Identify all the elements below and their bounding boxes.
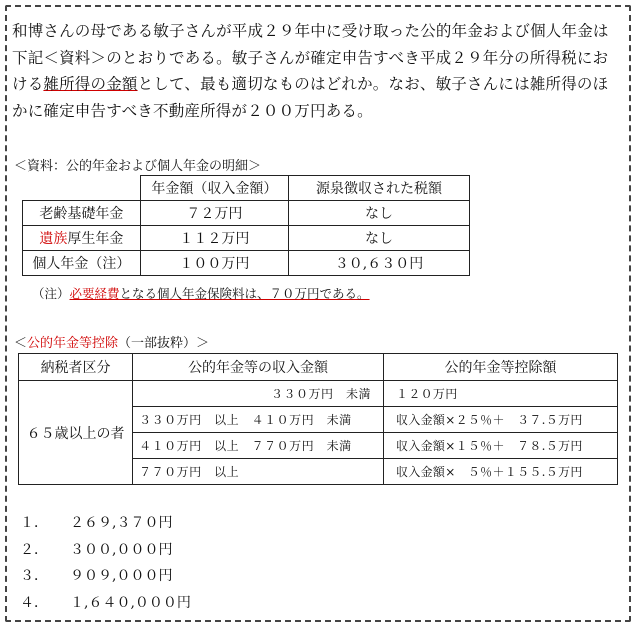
- choice-value: ３００,０００円: [70, 541, 173, 558]
- table-row: [19, 381, 618, 407]
- category-65-plus: ６５歳以上の者: [19, 381, 133, 485]
- table-header-row: [23, 176, 470, 201]
- income-range: ３３０万円 以上 ４１０万円 未満: [133, 407, 384, 433]
- deduction-caption-open: ＜: [14, 336, 28, 351]
- misc-income-term: 雑所得: [529, 75, 577, 93]
- row-tax: ３０,６３０円: [289, 251, 470, 276]
- row-tax: なし: [289, 226, 470, 251]
- table-note: [32, 284, 370, 302]
- deduction-caption-rest: （一部抜粋）＞: [118, 336, 210, 351]
- question-line-4: かに確定申告すべき不動産所得が２００万円ある。: [12, 101, 373, 120]
- income-range: ３３０万円 未満: [133, 381, 384, 407]
- header-amount: 年金額（収入金額）: [140, 176, 288, 201]
- choice-3[interactable]: [20, 563, 191, 590]
- header-taxpayer-category: 納税者区分: [19, 354, 133, 381]
- row-amount: １００万円: [140, 251, 288, 276]
- question-line-3: [12, 71, 624, 98]
- deduction-formula: １２０万円: [384, 381, 618, 407]
- row-label-basic-pension: 老齢基礎年金: [23, 201, 141, 226]
- pension-deduction-table: [18, 353, 618, 485]
- material-caption: ＜資料：公的年金および個人年金の明細＞: [14, 159, 262, 174]
- row-label-rest: 厚生年金: [67, 231, 124, 247]
- note-prefix: （注）: [32, 286, 70, 301]
- question-line-3c: のほ: [576, 75, 609, 93]
- income-range: ４１０万円 以上 ７７０万円 未満: [133, 433, 384, 459]
- row-tax: なし: [289, 201, 470, 226]
- question-line-3a: ける: [12, 75, 44, 93]
- row-amount: ７２万円: [140, 201, 288, 226]
- misc-income-amount-underlined: 雑所得の金額: [43, 75, 138, 93]
- deduction-caption: [14, 332, 209, 351]
- table-header-row: [19, 354, 618, 381]
- question-line-3b: として、最も適切なものはどれか。なお、敏子さんには: [137, 75, 530, 93]
- deduction-formula: 収入金額×２５％＋ ３７.５万円: [384, 407, 618, 433]
- choice-2[interactable]: [20, 537, 191, 564]
- choice-1[interactable]: [20, 510, 191, 537]
- table-row: [23, 201, 470, 226]
- question-line-1: 和博さんの母である敏子さんが平成２９年中に受け取った公的年金および個人年金は: [12, 22, 609, 40]
- table-row: [23, 226, 470, 251]
- table-row: [23, 251, 470, 276]
- row-label-survivor-pension: [23, 226, 141, 251]
- header-income-range: 公的年金等の収入金額: [133, 354, 384, 381]
- necessary-expense-term: 必要経費: [69, 286, 120, 301]
- choice-value: １,６４０,０００円: [70, 594, 191, 611]
- question-line-2: 下記＜資料＞のとおりである。敏子さんが確定申告すべき平成２９年分の所得税にお: [12, 48, 609, 67]
- choice-4[interactable]: [20, 590, 191, 617]
- survivor-red-label: 遺族: [39, 231, 68, 247]
- header-withholding-tax: 源泉徴収された税額: [289, 176, 470, 201]
- income-range: ７７０万円 以上: [133, 459, 384, 485]
- deduction-caption-red: 公的年金等控除: [27, 336, 119, 351]
- choice-value: ２６９,３７０円: [70, 515, 173, 531]
- question-text: [12, 18, 624, 124]
- pension-details-table: [22, 175, 470, 276]
- row-amount: １１２万円: [140, 226, 288, 251]
- choice-number: ２．: [20, 541, 48, 558]
- choice-number: ４．: [20, 594, 48, 611]
- choice-number: ３．: [20, 568, 48, 584]
- header-deduction-amount: 公的年金等控除額: [384, 354, 618, 381]
- choice-value: ９０９,０００円: [70, 568, 173, 584]
- note-rest: となる個人年金保険料は、７０万円である。: [119, 286, 370, 301]
- table-corner-cell: [23, 176, 141, 201]
- choice-number: １．: [20, 515, 48, 531]
- answer-choices: [20, 510, 191, 616]
- deduction-formula: 収入金額× ５％＋１５５.５万円: [384, 459, 618, 485]
- deduction-formula: 収入金額×１５％＋ ７８.５万円: [384, 433, 618, 459]
- row-label-private-pension: 個人年金（注）: [23, 251, 141, 276]
